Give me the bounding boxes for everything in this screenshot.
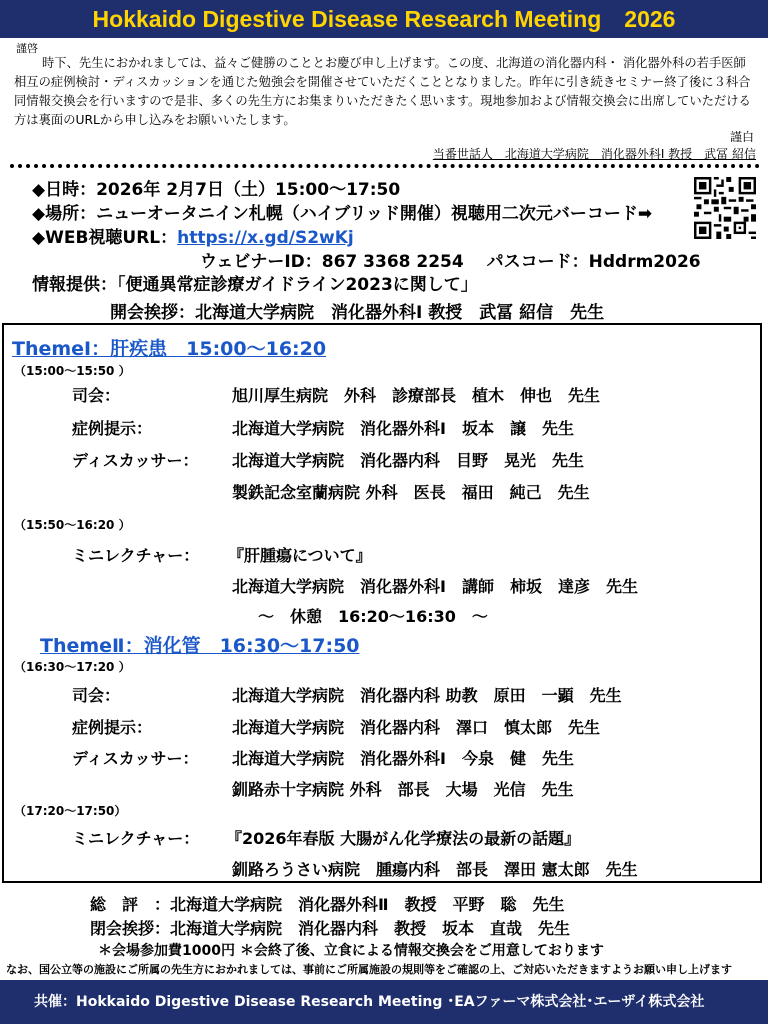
web-url-label: ◆WEB視聴URL：: [32, 228, 178, 248]
theme1-disc-role: ディスカッサー：: [72, 451, 199, 470]
intro-paragraph: 時下、先生におかれましては、益々ご健勝のこととお慶び申し上げます。この度、北海道の消化器内科・ 消化器外科の若手医師相互の症例検討・ディスカッションを通じた勉強会を開催させていただくこととなりました。昨年に引き続きセミナー終了後に３科合同情報交換会を行いますので是非、多くの先生方にお集まりいただきたく思います。現地参加および情報交換会に出席していただける方は裏面のURLから申し込みをお願いいたします。: [14, 56, 751, 127]
theme1-chair-role: 司会：: [72, 386, 121, 405]
theme2-chair-name: 北海道大学病院 消化器内科 助教 原田 一顕 先生: [232, 686, 622, 705]
theme2-disc-role: ディスカッサー：: [72, 749, 199, 768]
theme2-case-role: 症例提示：: [72, 718, 153, 737]
fee-note: ＊会場参加費1000円 ＊会終了後、立食による情報交換会をご用意しております: [98, 943, 604, 959]
event-date: ◆日時：2026年 2月7日（土）15:00～17:50: [32, 180, 401, 200]
theme1-title: ThemeⅠ：肝疾患 15:00～16:20: [12, 338, 327, 360]
closing-word: 謹白: [729, 130, 754, 144]
theme2-lecture-role: ミニレクチャー：: [72, 829, 200, 848]
theme1-disc-name2: 製鉄記念室蘭病院 外科 医長 福田 純己 先生: [232, 483, 590, 502]
theme1-chair-name: 旭川厚生病院 外科 診療部長 植木 伸也 先生: [232, 386, 601, 405]
divider: [10, 164, 760, 168]
theme1-lecture-role: ミニレクチャー：: [72, 546, 200, 565]
theme2-title: ThemeⅡ：消化管 16:30～17:50: [40, 635, 360, 657]
summary-remarks: 総 評 ：北海道大学病院 消化器外科Ⅱ 教授 平野 聡 先生: [90, 895, 565, 914]
cosponsors: 共催：Hokkaido Digestive Disease Research Meeting ･EAファーマ株式会社･エーザイ株式会社: [34, 994, 705, 1010]
theme1-lecture-name: 北海道大学病院 消化器外科Ⅰ 講師 柿坂 達彦 先生: [232, 577, 638, 596]
theme2-lecture-title: 『2026年春版 大腸がん化学療法の最新の話題』: [226, 829, 581, 848]
webinar-id: ウェビナーID：867 3368 2254 パスコード：Hddrm2026: [200, 252, 701, 272]
theme2-slot1-time: （16:30～17:20 ）: [14, 660, 131, 674]
event-venue: ◆場所：ニューオータニイン札幌（ハイブリッド開催）視聴用二次元バーコード➡: [32, 204, 653, 224]
greeting: 謹啓: [16, 42, 38, 55]
page-title: Hokkaido Digestive Disease Research Meeting 2026: [92, 6, 676, 32]
theme1-slot1-time: （15:00～15:50 ）: [14, 364, 131, 378]
info-provision: 情報提供：「便通異常症診療ガイドライン2023に関して」: [32, 275, 478, 295]
theme2-disc-name2: 釧路赤十字病院 外科 部長 大場 光信 先生: [232, 780, 574, 799]
organizer-signature: 当番世話人 北海道大学病院 消化器外科Ⅰ 教授 武冨 紹信: [432, 147, 756, 161]
theme2-case-name: 北海道大学病院 消化器内科 澤口 慎太郎 先生: [232, 718, 601, 737]
compliance-note: なお、国公立等の施設にご所属の先生方におかれましては、事前にご所属施設の規則等をご確認の上、ご対応いただきますようお願い申し上げます: [6, 963, 732, 976]
web-url-row: [32, 223, 354, 248]
closing-remarks: 閉会挨拶：北海道大学病院 消化器内科 教授 坂本 直哉 先生: [90, 919, 571, 938]
web-url-link[interactable]: https://x.gd/S2wKj: [177, 228, 354, 248]
theme1-lecture-title: 『肝腫瘍について』: [228, 546, 372, 565]
break-time: ～ 休憩 16:20～16:30 ～: [258, 607, 488, 626]
qr-code-icon[interactable]: [694, 177, 756, 239]
opening-remarks: 開会挨拶：北海道大学病院 消化器外科Ⅰ 教授 武冨 紹信 先生: [110, 303, 605, 323]
theme1-case-role: 症例提示：: [72, 419, 153, 438]
theme1-disc-name1: 北海道大学病院 消化器内科 目野 晃光 先生: [232, 451, 585, 470]
theme1-slot2-time: （15:50～16:20 ）: [14, 518, 131, 532]
theme1-case-name: 北海道大学病院 消化器外科Ⅰ 坂本 譲 先生: [232, 419, 574, 438]
theme2-slot2-time: （17:20～17:50）: [14, 804, 127, 818]
theme2-lecture-name: 釧路ろうさい病院 腫瘍内科 部長 澤田 憲太郎 先生: [232, 860, 638, 879]
theme2-chair-role: 司会：: [72, 686, 121, 705]
theme2-disc-name1: 北海道大学病院 消化器外科Ⅰ 今泉 健 先生: [232, 749, 574, 768]
